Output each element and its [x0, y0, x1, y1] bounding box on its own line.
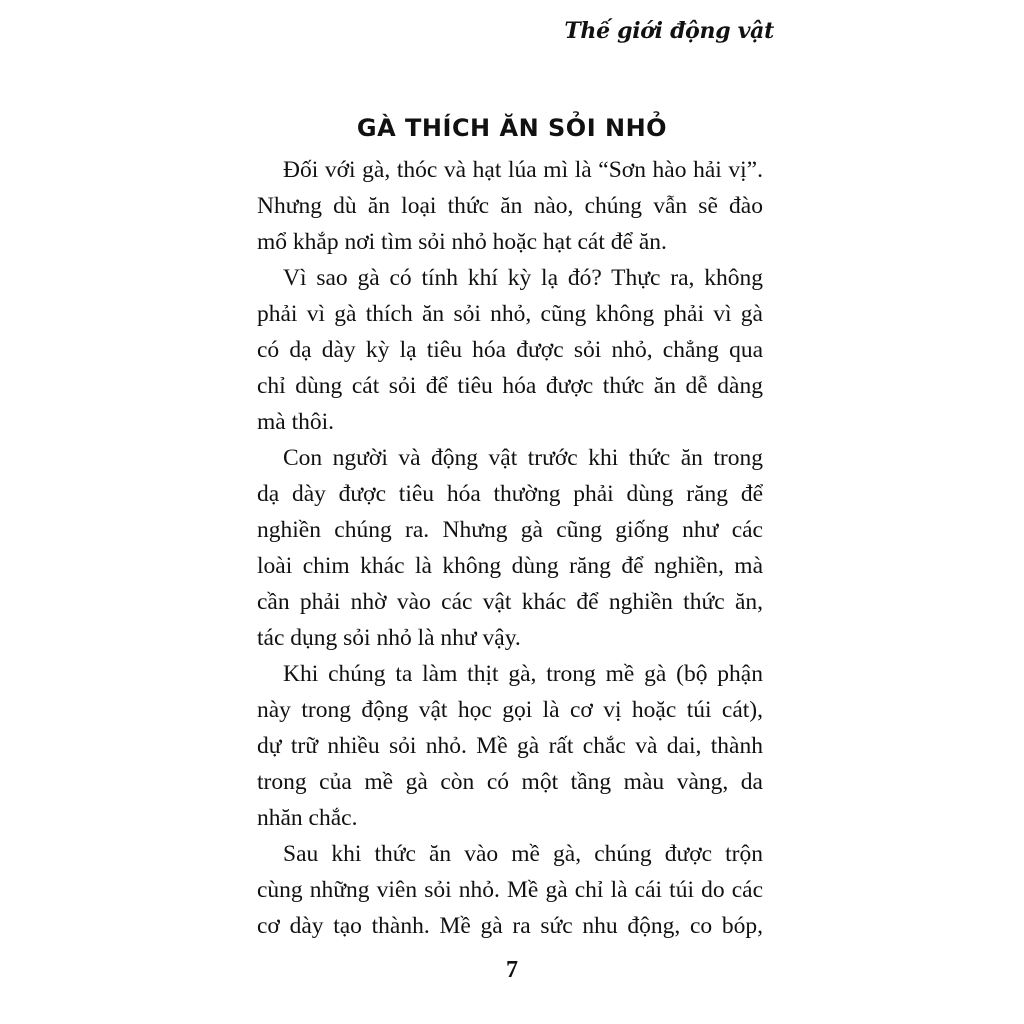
paragraph-line: nhăn chắc. [257, 805, 358, 831]
paragraph-line: nghiền chúng ra. Nhưng gà cũng giống như các [257, 517, 763, 543]
paragraph-line: mà thôi. [257, 409, 335, 435]
paragraph-line: Khi chúng ta làm thịt gà, trong mề gà (bộ phận [283, 661, 763, 687]
paragraph-line: phải vì gà thích ăn sỏi nhỏ, cũng không phải vì gà [257, 301, 763, 327]
paragraph-line: loài chim khác là không dùng răng để nghiền, mà [257, 553, 763, 579]
paragraph-line: Vì sao gà có tính khí kỳ lạ đó? Thực ra, không [283, 265, 763, 291]
paragraph-line: có dạ dày kỳ lạ tiêu hóa được sỏi nhỏ, chẳng qua [257, 337, 763, 363]
paragraph-line: chỉ dùng cát sỏi để tiêu hóa được thức ăn dễ dàng [257, 373, 763, 399]
chapter-title: GÀ THÍCH ĂN SỎI NHỎ [356, 114, 668, 142]
paragraph-line: cần phải nhờ vào các vật khác để nghiền thức ăn, [257, 589, 763, 615]
page-number: 7 [506, 957, 518, 983]
paragraph-line: Đối với gà, thóc và hạt lúa mì là “Sơn hào hải vị”. [283, 157, 763, 183]
paragraph-line: Con người và động vật trước khi thức ăn trong [283, 445, 763, 471]
paragraph-line: dạ dày được tiêu hóa thường phải dùng răng để [257, 481, 763, 507]
paragraph-line: tác dụng sỏi nhỏ là như vậy. [257, 625, 521, 651]
paragraph-line: dự trữ nhiều sỏi nhỏ. Mề gà rất chắc và dai, thành [257, 733, 763, 759]
running-header: Thế giới động vật [564, 18, 774, 44]
paragraph-line: trong của mề gà còn có một tầng màu vàng, da [257, 769, 763, 795]
paragraph-line: mổ khắp nơi tìm sỏi nhỏ hoặc hạt cát để ăn. [257, 229, 667, 255]
paragraph-line: cơ dày tạo thành. Mề gà ra sức nhu động, co bóp, [257, 913, 763, 939]
paragraph-line: Sau khi thức ăn vào mề gà, chúng được trộn [283, 841, 763, 867]
paragraph-line: cùng những viên sỏi nhỏ. Mề gà chỉ là cái túi do các [257, 877, 763, 903]
paragraph-line: Nhưng dù ăn loại thức ăn nào, chúng vẫn sẽ đào [257, 193, 763, 219]
paragraph-line: này trong động vật học gọi là cơ vị hoặc túi cát), [257, 697, 763, 723]
